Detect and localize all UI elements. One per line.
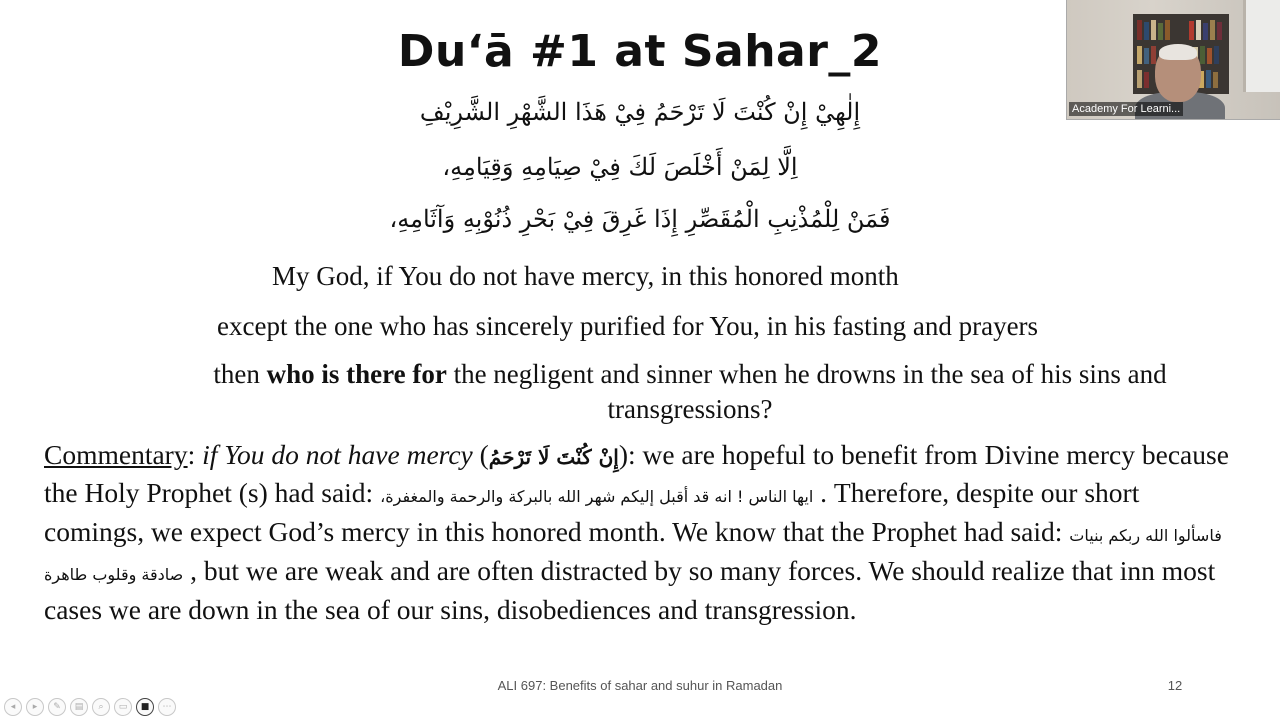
commentary-paren-open: ( xyxy=(472,439,489,470)
arabic-line-2: اِلَّا لِمَنْ أَخْلَصَ لَكَ فِيْ صِيَامِهِ وَقِيَامِهِ، xyxy=(442,153,798,181)
commentary-text-3: Therefore, despite our short comings, we expect God’s mercy in this honored month. We know that the Prophet had said: xyxy=(44,477,1140,547)
previous-icon[interactable]: ◂ xyxy=(4,698,22,716)
participant-name: Academy For Learni... xyxy=(1069,102,1183,116)
translation-line-2: except the one who has sincerely purified for You, in his fasting and prayers xyxy=(217,311,1039,341)
commentary-arabic-phrase: إِنْ كُنْتَ لَا تَرْحَمُ xyxy=(488,445,619,469)
translation-line-3-bold: who is there for xyxy=(266,359,447,389)
zoom-icon[interactable]: ⌕ xyxy=(92,698,110,716)
subtitles-icon[interactable]: ▭ xyxy=(114,698,132,716)
commentary-hadith-1: ايها الناس ! انه قد أقبل إليكم شهر الله بالبركة والرحمة والمغفرة، xyxy=(380,487,814,506)
pen-icon[interactable]: ✎ xyxy=(48,698,66,716)
slide-footer: ALI 697: Benefits of sahar and suhur in Ramadan xyxy=(497,678,783,693)
participant-video[interactable] xyxy=(1066,0,1280,120)
page-number: 12 xyxy=(1167,678,1183,693)
presentation-toolbar xyxy=(4,698,176,716)
slide-title: Duʻā #1 at Sahar_2 xyxy=(397,26,883,77)
camera-icon[interactable]: ■ xyxy=(136,698,154,716)
commentary-label: Commentary xyxy=(44,439,188,470)
commentary-text-4: , but we are weak and are often distracted by so many forces. We should realize that inn most cases we are down in the sea of our sins, disobediences and transgression. xyxy=(44,555,1216,625)
translation-line-3 xyxy=(160,357,1220,427)
more-icon[interactable]: ⋯ xyxy=(158,698,176,716)
commentary-hadith-2: فاسألوا الله ربكم بنيات صادقة وقلوب طاهرة xyxy=(44,526,1222,584)
window xyxy=(1243,0,1280,92)
play-icon[interactable]: ▸ xyxy=(26,698,44,716)
commentary-paragraph xyxy=(44,437,1239,627)
commentary-text-2: . xyxy=(813,477,828,508)
commentary-italic-phrase: if You do not have mercy xyxy=(202,439,473,470)
commentary-text-1: ): we are hopeful to benefit from Divine mercy because the Holy Prophet (s) had said: xyxy=(44,439,1229,508)
arabic-line-3: فَمَنْ لِلْمُذْنِبِ الْمُقَصِّرِ إِذَا غَرِقَ فِيْ بَحْرِ ذُنُوْبِهِ وَآثَامِهِ، xyxy=(389,205,891,233)
arabic-line-1: إِلٰهِيْ إِنْ كُنْتَ لَا تَرْحَمُ فِيْ هَذَا الشَّهْرِ الشَّرِيْفِ xyxy=(419,98,861,126)
translation-line-3-post: the negligent and sinner when he drowns in the sea of his sins and transgressions? xyxy=(446,359,1167,424)
translation-line-3-pre: then xyxy=(213,359,267,389)
participant-hair xyxy=(1159,44,1197,60)
translation-line-1: My God, if You do not have mercy, in this honored month xyxy=(272,261,899,291)
pages-icon[interactable]: ▤ xyxy=(70,698,88,716)
commentary-colon: : xyxy=(187,439,203,470)
